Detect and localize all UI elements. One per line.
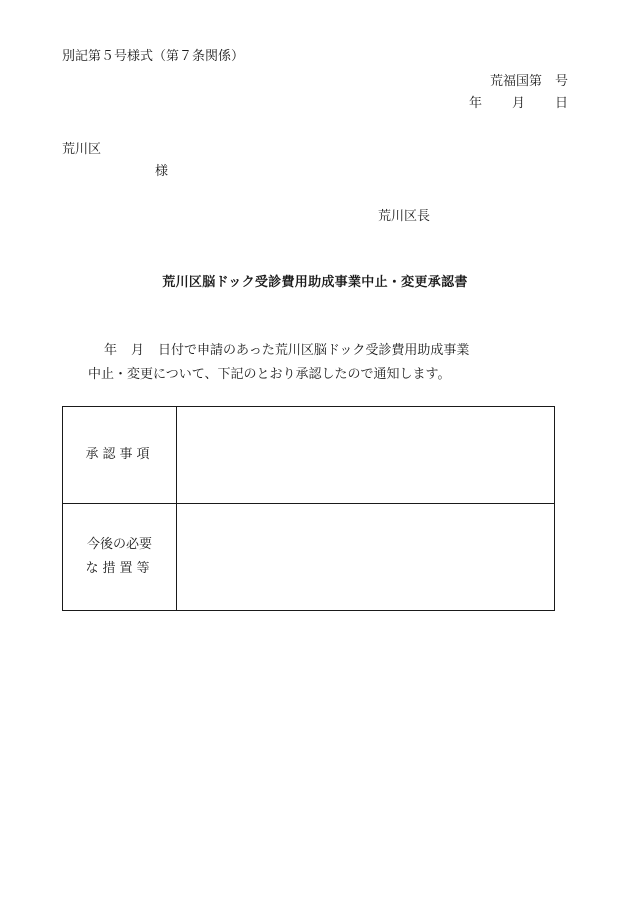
document-number: 荒福国第 号 [489,74,568,89]
issue-date [469,97,568,110]
approval-items-field[interactable] [177,407,555,504]
body-line1-rest: 日付で申請のあった荒川区脳ドック受診費用助成事業 [158,343,470,358]
approval-items-label: 承認事項 [63,407,177,504]
body-year: 年 [104,343,118,358]
document-title: 荒川区脳ドック受診費用助成事業中止・変更承認書 [162,275,468,290]
table-row [63,504,555,611]
required-measures-label [63,504,177,611]
approval-table [62,406,555,611]
recipient-ward: 荒川区 [62,142,102,157]
required-measures-field[interactable] [177,504,555,611]
form-label: 別記第５号様式（第７条関係） [62,49,245,64]
body-text-line2: 中止・変更について、下記のとおり承認したので通知します。 [88,367,451,382]
required-measures-label-line1: 今後の必要 [86,537,152,552]
body-month: 月 [131,343,145,358]
recipient-honorific: 様 [155,164,169,179]
date-month: 月 [511,96,525,111]
table-row [63,407,555,504]
body-text-line1 [104,344,469,357]
required-measures-label-line2: な措置等 [85,561,154,576]
date-year: 年 [468,96,482,111]
date-day: 日 [554,96,568,111]
issuer-name: 荒川区長 [378,209,431,224]
